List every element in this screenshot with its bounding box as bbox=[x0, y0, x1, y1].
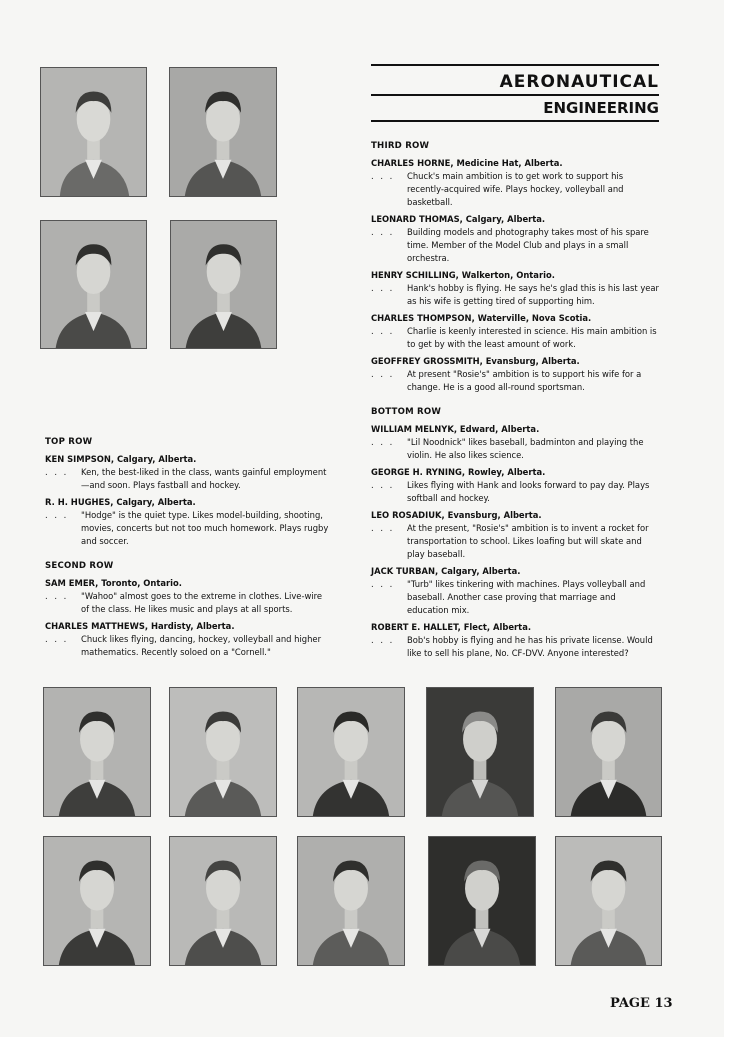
student-name: CHARLES HORNE, Medicine Hat, Alberta. bbox=[371, 158, 563, 168]
student-desc bbox=[371, 578, 659, 617]
student-desc bbox=[371, 522, 659, 561]
student-desc bbox=[45, 509, 330, 548]
portrait-photo bbox=[40, 220, 147, 349]
portrait-photo bbox=[428, 836, 536, 966]
portrait-photo bbox=[555, 687, 662, 817]
ellipsis: . . . bbox=[371, 480, 395, 490]
student-desc bbox=[45, 633, 330, 659]
ellipsis: . . . bbox=[371, 635, 395, 645]
ellipsis: . . . bbox=[45, 467, 69, 477]
student-desc bbox=[371, 368, 659, 394]
student-desc-text: Charlie is keenly interested in science. His main ambition is to get by with the least amount of work. bbox=[407, 326, 657, 349]
student-name: LEONARD THOMAS, Calgary, Alberta. bbox=[371, 214, 546, 224]
student-name: ROBERT E. HALLET, Flect, Alberta. bbox=[371, 622, 532, 632]
student-desc-text: Likes flying with Hank and looks forward to pay day. Plays softball and hockey. bbox=[407, 480, 650, 503]
student-desc-text: Building models and photography takes most of his spare time. Member of the Model Club and plays in a small orchestra. bbox=[407, 227, 649, 263]
ellipsis: . . . bbox=[371, 437, 395, 447]
student-name: CHARLES THOMPSON, Waterville, Nova Scotia. bbox=[371, 313, 592, 323]
ellipsis: . . . bbox=[45, 591, 69, 601]
student-name: HENRY SCHILLING, Walkerton, Ontario. bbox=[371, 270, 555, 280]
portrait-photo bbox=[43, 836, 151, 966]
student-desc-text: "Lil Noodnick" likes baseball, badminton and playing the violin. He also likes science. bbox=[407, 437, 644, 460]
student-name: GEORGE H. RYNING, Rowley, Alberta. bbox=[371, 467, 546, 477]
ellipsis: . . . bbox=[371, 283, 395, 293]
student-name: SAM EMER, Toronto, Ontario. bbox=[45, 578, 182, 588]
student-desc bbox=[371, 170, 659, 209]
row-heading: THIRD ROW bbox=[371, 141, 430, 151]
portrait-photo bbox=[555, 836, 662, 966]
section-title bbox=[371, 64, 659, 122]
portrait-photo bbox=[170, 220, 277, 349]
student-name: LEO ROSADIUK, Evansburg, Alberta. bbox=[371, 510, 542, 520]
ellipsis: . . . bbox=[371, 171, 395, 181]
portrait-photo bbox=[426, 687, 534, 817]
ellipsis: . . . bbox=[371, 227, 395, 237]
student-name: GEOFFREY GROSSMITH, Evansburg, Alberta. bbox=[371, 356, 580, 366]
student-desc bbox=[371, 436, 659, 462]
student-desc bbox=[371, 634, 659, 660]
student-desc-text: "Turb" likes tinkering with machines. Plays volleyball and baseball. Another case proving that marriage and education mix. bbox=[407, 579, 646, 615]
portrait-photo bbox=[297, 836, 405, 966]
student-desc-text: "Hodge" is the quiet type. Likes model-building, shooting, movies, concerts but not too much homework. Plays rugby and soccer. bbox=[81, 510, 329, 546]
portrait-photo bbox=[169, 67, 277, 197]
right-caption-column bbox=[371, 130, 659, 662]
page-edge bbox=[724, 0, 730, 1037]
student-name: KEN SIMPSON, Calgary, Alberta. bbox=[45, 454, 197, 464]
student-desc-text: "Wahoo" almost goes to the extreme in clothes. Live-wire of the class. He likes music and plays at all sports. bbox=[81, 591, 323, 614]
row-heading: BOTTOM ROW bbox=[371, 407, 442, 417]
title-line-2: ENGINEERING bbox=[543, 99, 659, 117]
student-desc-text: Chuck likes flying, dancing, hockey, volleyball and higher mathematics. Recently soloed on a "Cornell." bbox=[81, 634, 322, 657]
student-desc bbox=[371, 325, 659, 351]
ellipsis: . . . bbox=[371, 369, 395, 379]
portrait-photo bbox=[169, 836, 277, 966]
title-rule bbox=[371, 120, 659, 122]
student-desc-text: Chuck's main ambition is to get work to support his recently-acquired wife. Plays hockey, volleyball and basketball. bbox=[407, 171, 624, 207]
portrait-photo bbox=[297, 687, 405, 817]
left-caption-column bbox=[45, 426, 330, 661]
ellipsis: . . . bbox=[371, 326, 395, 336]
portrait-photo bbox=[40, 67, 147, 197]
student-desc bbox=[45, 590, 330, 616]
ellipsis: . . . bbox=[45, 634, 69, 644]
student-desc bbox=[371, 282, 659, 308]
page-number: PAGE 13 bbox=[610, 996, 673, 1011]
title-line-1: AERONAUTICAL bbox=[499, 72, 659, 92]
student-desc bbox=[45, 466, 330, 492]
student-name: R. H. HUGHES, Calgary, Alberta. bbox=[45, 497, 196, 507]
student-name: JACK TURBAN, Calgary, Alberta. bbox=[371, 566, 521, 576]
student-desc-text: At the present, "Rosie's" ambition is to invent a rocket for transportation to school. Likes loafing but will skate and play baseball. bbox=[407, 523, 649, 559]
ellipsis: . . . bbox=[371, 579, 395, 589]
row-heading: SECOND ROW bbox=[45, 561, 114, 571]
student-desc-text: Hank's hobby is flying. He says he's glad this is his last year as his wife is getting tired of supporting him. bbox=[407, 283, 659, 306]
student-name: WILLIAM MELNYK, Edward, Alberta. bbox=[371, 424, 540, 434]
student-name: CHARLES MATTHEWS, Hardisty, Alberta. bbox=[45, 621, 235, 631]
student-desc-text: Bob's hobby is flying and he has his private license. Would like to sell his plane, No. CF-DVV. Anyone interested? bbox=[407, 635, 653, 658]
ellipsis: . . . bbox=[371, 523, 395, 533]
row-heading: TOP ROW bbox=[45, 437, 93, 447]
student-desc-text: Ken, the best-liked in the class, wants gainful employment—and soon. Plays fastball and hockey. bbox=[81, 467, 327, 490]
student-desc bbox=[371, 479, 659, 505]
ellipsis: . . . bbox=[45, 510, 69, 520]
portrait-photo bbox=[169, 687, 277, 817]
student-desc bbox=[371, 226, 659, 265]
portrait-photo bbox=[43, 687, 151, 817]
student-desc-text: At present "Rosie's" ambition is to support his wife for a change. He is a good all-round sportsman. bbox=[407, 369, 642, 392]
